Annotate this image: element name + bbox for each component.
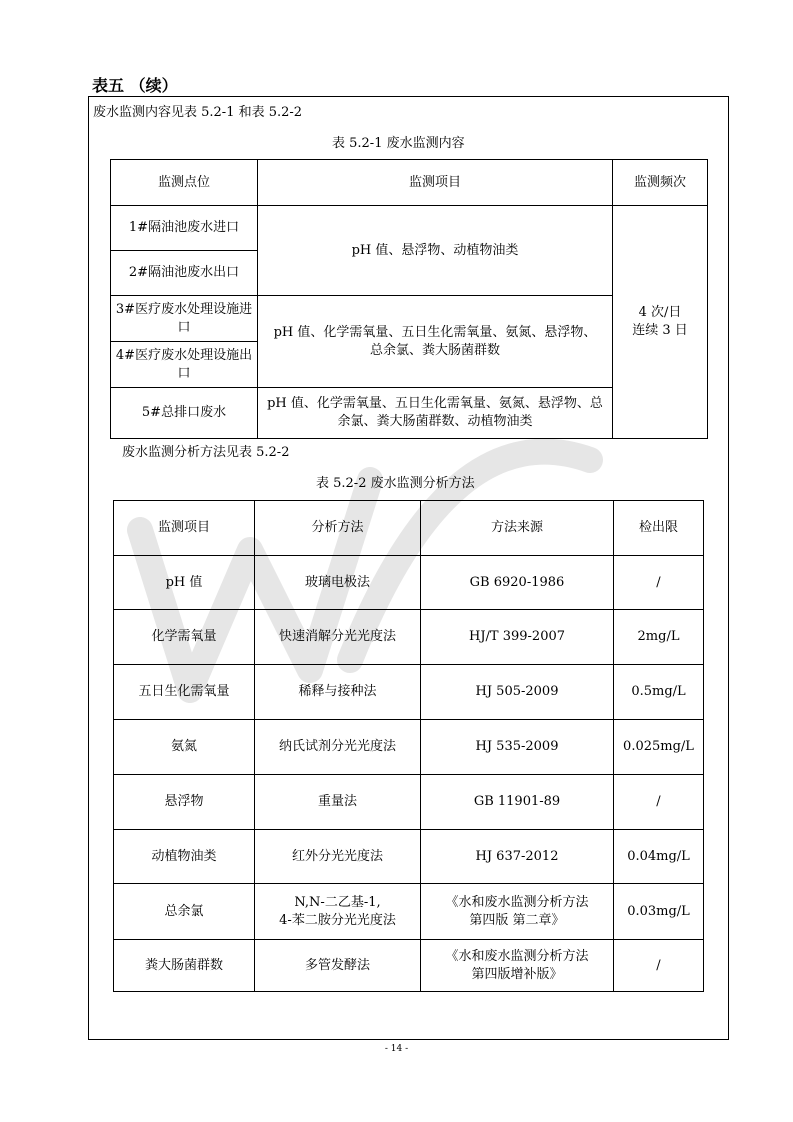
items-cell: pH 值、化学需氧量、五日生化需氧量、氨氮、悬浮物、总余氯、粪大肠菌群数 [258,296,613,388]
intro-text: 废水监测内容见表 5.2-1 和表 5.2-2 [93,105,303,120]
item-cell: 五日生化需氧量 [114,665,255,720]
source-cell: HJ 637-2012 [421,830,614,884]
table-row [111,206,708,251]
limit-cell: / [614,940,704,992]
source-cell: HJ 535-2009 [421,720,614,775]
table-row [114,884,704,940]
section-heading: 表五 （续） [92,76,178,95]
frequency-cell [613,206,708,439]
limit-cell: 0.04mg/L [614,830,704,884]
table-row [114,556,704,610]
source-cell: GB 11901-89 [421,775,614,830]
limit-cell: 0.5mg/L [614,665,704,720]
limit-cell: / [614,775,704,830]
point-cell: 1#隔油池废水进口 [111,206,258,251]
item-cell: 总余氯 [114,884,255,940]
method-cell: 稀释与接种法 [255,665,421,720]
method-cell: 多管发酵法 [255,940,421,992]
source-cell [421,884,614,940]
table2-caption: 表 5.2-2 废水监测分析方法 [316,476,475,491]
table-row [114,665,704,720]
table-row [114,720,704,775]
source-cell: HJ/T 399-2007 [421,610,614,665]
frequency-line: 4 次/日 [638,305,682,320]
frequency-line: 连续 3 日 [632,323,688,338]
source-line: 《水和废水监测分析方法 [445,894,589,910]
method-cell: 纳氏试剂分光光度法 [255,720,421,775]
header-cell: 监测项目 [114,501,255,556]
limit-cell: 0.025mg/L [614,720,704,775]
header-cell: 方法来源 [421,501,614,556]
source-cell: GB 6920-1986 [421,556,614,610]
point-cell: 5#总排口废水 [111,388,258,439]
header-cell: 检出限 [614,501,704,556]
header-cell: 分析方法 [255,501,421,556]
source-cell: HJ 505-2009 [421,665,614,720]
item-cell: 粪大肠菌群数 [114,940,255,992]
method-cell: 快速消解分光光度法 [255,610,421,665]
source-line: 第四版增补版》 [471,966,563,982]
limit-cell: 2mg/L [614,610,704,665]
point-cell: 2#隔油池废水出口 [111,251,258,296]
item-cell: pH 值 [114,556,255,610]
table1-caption: 表 5.2-1 废水监测内容 [332,136,465,151]
table-row [114,775,704,830]
table2-note: 废水监测分析方法见表 5.2-2 [122,445,290,460]
header-cell: 监测频次 [613,160,708,206]
monitoring-content-table [110,159,708,439]
item-cell: 化学需氧量 [114,610,255,665]
source-line: 第四版 第二章》 [469,912,565,928]
method-cell: 重量法 [255,775,421,830]
table-header-row [114,501,704,556]
method-cell [255,884,421,940]
point-cell: 3#医疗废水处理设施进口 [111,296,258,342]
header-cell: 监测项目 [258,160,613,206]
method-line: 4-苯二胺分光光度法 [279,912,396,928]
items-cell: pH 值、悬浮物、动植物油类 [258,206,613,296]
page-number: - 14 - [384,1044,409,1054]
item-cell: 悬浮物 [114,775,255,830]
source-line: 《水和废水监测分析方法 [445,948,589,964]
method-line: N,N-二乙基-1, [294,894,381,910]
table-row [114,610,704,665]
limit-cell: / [614,556,704,610]
point-cell: 4#医疗废水处理设施出口 [111,342,258,388]
header-cell: 监测点位 [111,160,258,206]
analysis-method-table [113,500,704,992]
source-cell [421,940,614,992]
item-cell: 氨氮 [114,720,255,775]
table-header-row [111,160,708,206]
items-cell: pH 值、化学需氧量、五日生化需氧量、氨氮、悬浮物、总余氯、粪大肠菌群数、动植物油类 [258,388,613,439]
method-cell: 玻璃电极法 [255,556,421,610]
table-row [114,830,704,884]
method-cell: 红外分光光度法 [255,830,421,884]
item-cell: 动植物油类 [114,830,255,884]
limit-cell: 0.03mg/L [614,884,704,940]
table-row [114,940,704,992]
